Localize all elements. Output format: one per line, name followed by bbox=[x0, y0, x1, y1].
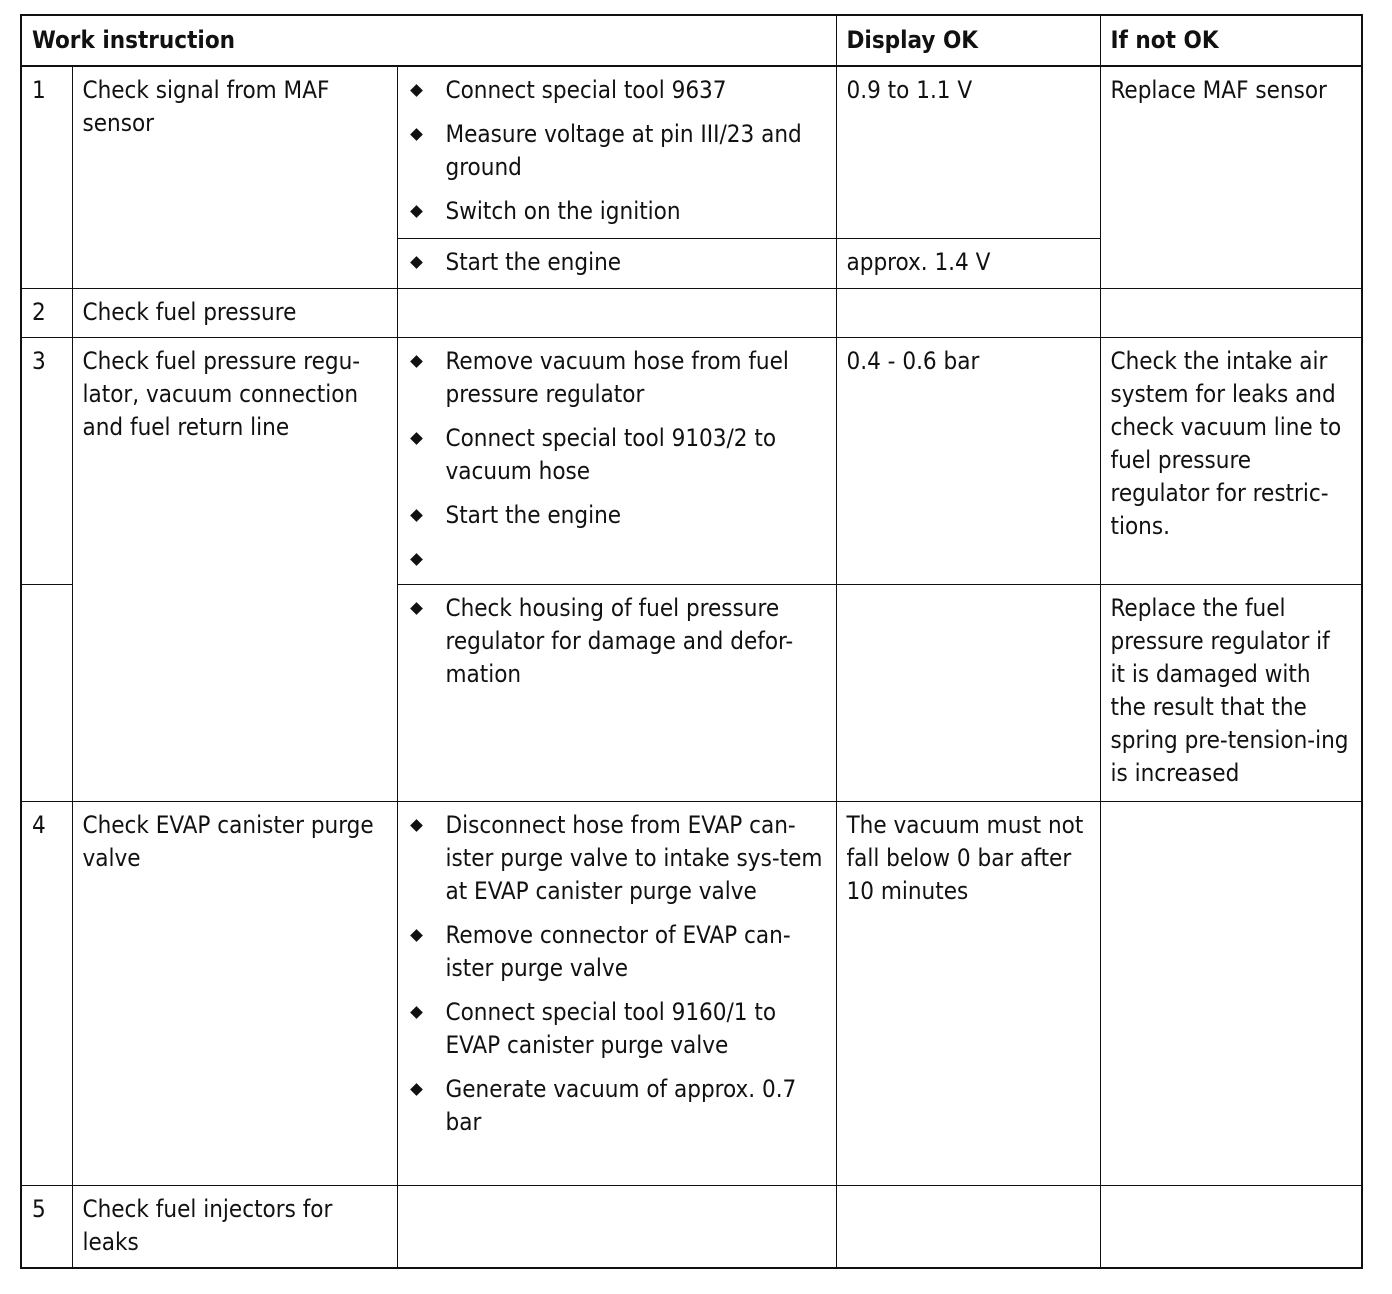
display-ok-value: approx. 1.4 V bbox=[836, 238, 1100, 288]
table-header-row bbox=[21, 15, 1362, 66]
display-ok-value: 0.9 to 1.1 V bbox=[836, 66, 1100, 238]
table-row-3 bbox=[21, 337, 1362, 584]
bullet-diamond-icon bbox=[410, 205, 423, 218]
row-steps bbox=[397, 337, 836, 584]
row-number: 3 bbox=[21, 337, 72, 584]
row-title: Check fuel pressure regu-lator, vacuum connection and fuel return line bbox=[72, 337, 397, 801]
row-steps bbox=[397, 238, 836, 288]
list-item: Disconnect hose from EVAP can-ister purge valve to intake sys-tem at EVAP canister purge valve bbox=[408, 809, 826, 908]
list-item: Generate vacuum of approx. 0.7 bar bbox=[408, 1073, 826, 1139]
table-row-4 bbox=[21, 801, 1362, 1185]
list-item bbox=[408, 543, 826, 576]
list-item: Connect special tool 9160/1 to EVAP canister purge valve bbox=[408, 996, 826, 1062]
work-instruction-table bbox=[20, 14, 1363, 1269]
display-ok-value: 0.4 - 0.6 bar bbox=[836, 337, 1100, 584]
if-not-ok-value bbox=[1100, 1185, 1362, 1268]
display-ok-value: The vacuum must not fall below 0 bar after 10 minutes bbox=[836, 801, 1100, 1185]
row-steps bbox=[397, 801, 836, 1185]
list-item: Start the engine bbox=[408, 246, 826, 279]
header-if-not-ok: If not OK bbox=[1100, 15, 1362, 66]
bullet-diamond-icon bbox=[410, 432, 423, 445]
list-item: Connect special tool 9103/2 to vacuum hose bbox=[408, 422, 826, 488]
if-not-ok-value: Check the intake air system for leaks and check vacuum line to fuel pressure regulator for restric-tions. bbox=[1100, 337, 1362, 584]
list-item: Remove connector of EVAP can-ister purge valve bbox=[408, 919, 826, 985]
bullet-diamond-icon bbox=[410, 819, 423, 832]
row-steps bbox=[397, 584, 836, 801]
if-not-ok-value: Replace MAF sensor bbox=[1100, 66, 1362, 288]
bullet-diamond-icon bbox=[410, 355, 423, 368]
display-ok-value bbox=[836, 584, 1100, 801]
list-item: Check housing of fuel pressure regulator for damage and defor-mation bbox=[408, 592, 826, 691]
list-item: Remove vacuum hose from fuel pressure regulator bbox=[408, 345, 826, 411]
row-number: 5 bbox=[21, 1185, 72, 1268]
list-item: Switch on the ignition bbox=[408, 195, 826, 228]
bullet-diamond-icon bbox=[410, 929, 423, 942]
list-item: Start the engine bbox=[408, 499, 826, 532]
bullet-diamond-icon bbox=[410, 602, 423, 615]
table-row-5 bbox=[21, 1185, 1362, 1268]
table-row-2 bbox=[21, 288, 1362, 337]
bullet-diamond-icon bbox=[410, 128, 423, 141]
display-ok-value bbox=[836, 1185, 1100, 1268]
row-title: Check EVAP canister purge valve bbox=[72, 801, 397, 1185]
row-steps bbox=[397, 66, 836, 238]
table-row-1 bbox=[21, 66, 1362, 238]
list-item: Measure voltage at pin III/23 and ground bbox=[408, 118, 826, 184]
header-display-ok: Display OK bbox=[836, 15, 1100, 66]
row-title: Check fuel injectors for leaks bbox=[72, 1185, 397, 1268]
bullet-diamond-icon bbox=[410, 1006, 423, 1019]
if-not-ok-value bbox=[1100, 801, 1362, 1185]
row-steps bbox=[397, 288, 836, 337]
display-ok-value bbox=[836, 288, 1100, 337]
bullet-diamond-icon bbox=[410, 509, 423, 522]
row-number: 2 bbox=[21, 288, 72, 337]
row-number: 1 bbox=[21, 66, 72, 288]
if-not-ok-value bbox=[1100, 288, 1362, 337]
row-title: Check fuel pressure bbox=[72, 288, 397, 337]
bullet-diamond-icon bbox=[410, 84, 423, 97]
row-number: 4 bbox=[21, 801, 72, 1185]
bullet-diamond-icon bbox=[410, 1083, 423, 1096]
bullet-diamond-icon bbox=[410, 256, 423, 269]
row-title: Check signal from MAF sensor bbox=[72, 66, 397, 288]
header-work-instruction: Work instruction bbox=[21, 15, 836, 66]
list-item: Connect special tool 9637 bbox=[408, 74, 826, 107]
row-number-empty bbox=[21, 584, 72, 801]
if-not-ok-value: Replace the fuel pressure regulator if it is damaged with the result that the spring pre-tension-ing is increased bbox=[1100, 584, 1362, 801]
bullet-diamond-icon bbox=[410, 553, 423, 566]
row-steps bbox=[397, 1185, 836, 1268]
